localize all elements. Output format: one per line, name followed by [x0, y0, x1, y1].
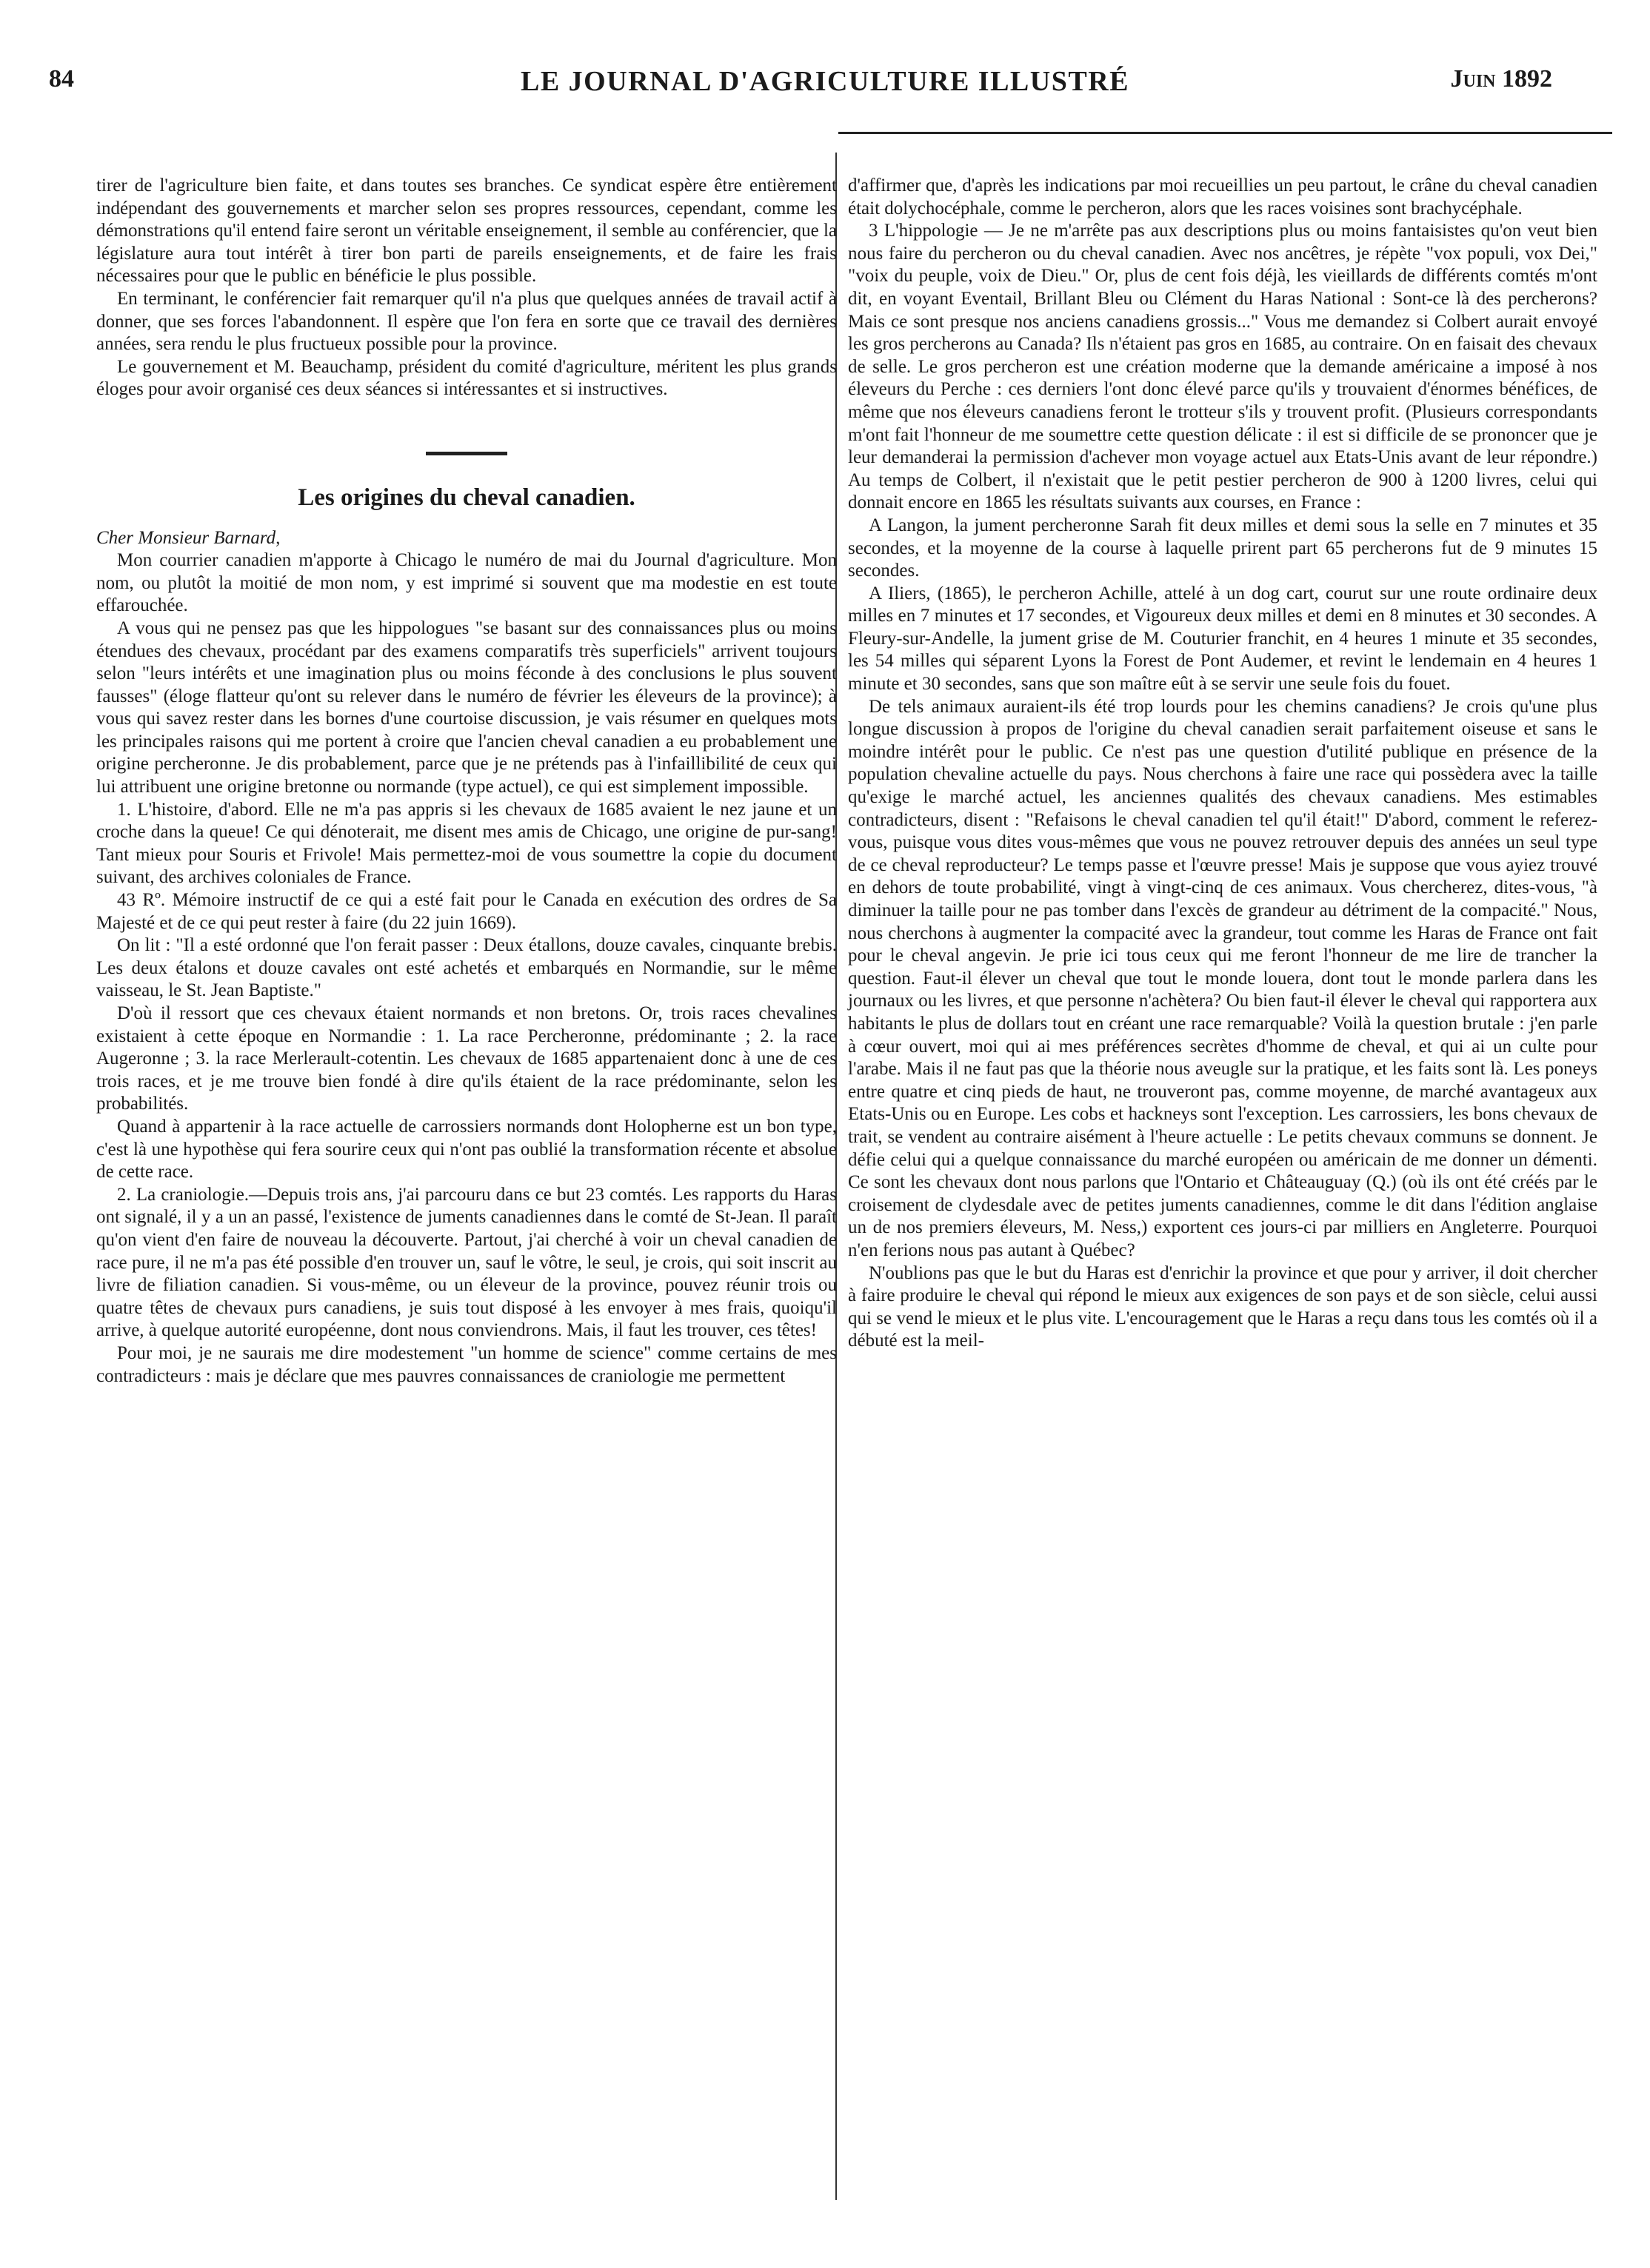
- paragraph: Le gouvernement et M. Beauchamp, président du comité d'agriculture, méritent les plus grands éloges pour avoir organisé ces deux séances si intéressantes et si instructives.: [96, 356, 837, 400]
- paragraph: 2. La craniologie.—Depuis trois ans, j'ai parcouru dans ce but 23 comtés. Les rapports du Haras ont signalé, il y a un an passé, l'existence de juments canadiennes dans le comté de St-Jean. Il paraît qu'on vient d'en faire de nouveau la découverte. Partout, j'ai cherché à voir un cheval canadien de race pure, il ne m'a pas été possible d'en trouver un, sauf le vôtre, le seul, je crois, qui soit inscrit au livre de filiation canadien. Si vous-même, ou un éleveur de la province, pouvez réunir trois ou quatre têtes de chevaux purs canadiens, je suis tout disposé à les envoyer à mes frais, quoiqu'il arrive, à quelque autorité européenne, dont nous conviendrons. Mais, il faut les trouver, ces têtes!: [96, 1184, 837, 1341]
- section-separator: [426, 452, 507, 455]
- issue-date: Juin 1892: [1450, 65, 1552, 93]
- paragraph: d'affirmer que, d'après les indications par moi recueillies un peu partout, le crâne du cheval canadien était dolychocéphale, comme le percheron, alors que les races voisines sont brachycéphale.: [848, 175, 1597, 218]
- right-column: [848, 175, 1597, 1353]
- paragraph: tirer de l'agriculture bien faite, et dans toutes ses branches. Ce syndicat espère être entièrement indépendant des gouvernements et marcher selon ses propres ressources, cependant, comme les démonstrations qu'il entend faire seront un véritable enseignement, il semble au conférencier, que la législature aura tout intérêt à tirer bon parti de pareils enseignements, et de faire les frais nécessaires pour que le public en bénéficie le plus possible.: [96, 175, 837, 287]
- salutation: Cher Monsieur Barnard,: [96, 527, 281, 548]
- journal-title: LE JOURNAL D'AGRICULTURE ILLUSTRÉ: [520, 66, 1129, 97]
- paragraph: De tels animaux auraient-ils été trop lourds pour les chemins canadiens? Je crois qu'une plus longue discussion à propos de l'origine du cheval canadien serait parfaitement oiseuse et sans le moindre intérêt pour le public. Ce n'est pas une question d'utilité publique en présence de la population chevaline actuelle du pays. Nous cherchons à faire une race qui possèdera avec la taille qu'exige le marché actuel, les anciennes qualités des chevaux canadiens. Mes estimables contradicteurs, disent : "Refaisons le cheval canadien tel qu'il était!" D'abord, comment le referez-vous, puisque vous dites vous-mêmes que vous ne pouvez retrouver depuis des années un seul type de ce cheval reproducteur? Le temps passe et l'œuvre presse! Mais je suppose que vous ayiez trouvé en dehors de toute probabilité, vingt à vingt-cinq de ces animaux. Vous chercherez, dites-vous, "à diminuer la taille pour ne pas tomber dans l'excès de grandeur au détriment de la compacité." Nous, nous cherchons à augmenter la compacité avec la grandeur, tout comme les Haras de France ont fait pour le cheval angevin. Je prie ici tous ceux qui me feront l'honneur de me lire de trancher la question. Faut-il élever un cheval que tout le monde louera, dont tout le monde parlera dans les journaux ou les livres, et que personne n'achètera? Ou bien faut-il élever le cheval qui rapportera aux habitants le plus de dollars tout en créant une race remarquable? Voilà la question brutale : j'en parle à cœur ouvert, moi qui ai mes préférences secrètes d'homme de cheval, et qui ai un culte pour l'arabe. Mais il ne faut pas que la théorie nous aveugle sur la pratique, et les faits sont là. Les poneys entre quatre et cinq pieds de haut, ne trouveront pas, comme moyenne, de marché avantageux aux Etats-Unis ou en Europe. Les cobs et hackneys sont l'exception. Les carrossiers, les bons chevaux de trait, se vendent au contraire aisément à l'heure actuelle : Le petits chevaux communs se donnent. Je défie celui qui a quelque connaissance du marché européen ou américain de me donner un démenti. Ce sont les chevaux dont nous parlons que l'Ontario et Châteauguay (Q.) (où ils ont été créés par le croisement de clydesdale avec de petites juments canadiennes, comme le dit dans l'édition anglaise un de nos premiers éleveurs, M. Ness,) exportent ces jours-ci par milliers en Angleterre. Pourquoi n'en ferions nous pas autant à Québec?: [848, 696, 1597, 1260]
- page-header: [0, 65, 1650, 110]
- paragraph: N'oublions pas que le but du Haras est d'enrichir la province et que pour y arriver, il doit chercher à faire produire le cheval qui répond le mieux aux exigences de son pays et de son siècle, celui aussi qui se vend le mieux et le plus vite. L'encouragement que le Haras a reçu dans tous les comtés où il a débuté est la meil-: [848, 1262, 1597, 1351]
- header-rule: [838, 132, 1612, 134]
- paragraph: D'où il ressort que ces chevaux étaient normands et non bretons. Or, trois races chevalines existaient à cette époque en Normandie : 1. La race Percheronne, prédominante ; 2. la race Augeronne ; 3. la race Merlerault-cotentin. Les chevaux de 1685 appartenaient donc à une de ces trois races, et je me trouve bien fondé à dire qu'ils étaient de la race prédominante, selon les probabilités.: [96, 1003, 837, 1114]
- paragraph: Pour moi, je ne saurais me dire modestement "un homme de science" comme certains de mes contradicteurs : mais je déclare que mes pauvres connaissances de craniologie me permettent: [96, 1342, 837, 1386]
- paragraph: 1. L'histoire, d'abord. Elle ne m'a pas appris si les chevaux de 1685 avaient le nez jaune et un croche dans la queue! Ce qui dénoterait, me disent mes amis de Chicago, une origine de pur-sang! Tant mieux pour Souris et Frivole! Mais permettez-moi de vous soumettre la copie du document suivant, des archives coloniales de France.: [96, 799, 837, 888]
- paragraph: A Langon, la jument percheronne Sarah fit deux milles et demi sous la selle en 7 minutes et 35 secondes, et la moyenne de la course à laquelle prirent part 65 percherons fut de 9 minutes 15 secondes.: [848, 515, 1597, 581]
- paragraph: 43 Rº. Mémoire instructif de ce qui a esté fait pour le Canada en exécution des ordres de Sa Majesté et de ce qui peut rester à faire (du 22 juin 1669).: [96, 890, 837, 933]
- paragraph: 3 L'hippologie — Je ne m'arrête pas aux descriptions plus ou moins fantaisistes qu'on veut bien nous faire du percheron ou du cheval canadien. Avec nos ancêtres, je répète "vox populi, vox Dei," "voix du peuple, voix de Dieu." Or, plus de cent fois déjà, les vieillards de différents comtés m'ont dit, en voyant Eventail, Brillant Bleu ou Clément du Haras National : Sont-ce là des percherons? Mais ce sont presque nos anciens canadiens grossis..." Vous me demandez si Colbert aurait envoyé les gros percherons au Canada? Ils n'étaient pas gros en 1685, au contraire. On en faisait des chevaux de selle. Le gros percheron est une création moderne que la demande américaine a imposé à nos éleveurs du Perche : ces derniers l'ont donc élevé parce qu'ils y trouvaient d'énormes bénéfices, de même que nos éleveurs canadiens feront le trotteur s'ils y trouvent profit. (Plusieurs correspondants m'ont fait l'honneur de me soumettre cette question délicate : il est si difficile de se prononcer que je leur demanderai la permission d'achever mon voyage actuel aux Etats-Unis avant de leur répondre.) Au temps de Colbert, il n'existait que le petit pestier percheron de 900 à 1200 livres, celui qui donnait encore en 1865 les résultats suivants aux courses, en France :: [848, 221, 1597, 513]
- page-number: 84: [49, 65, 74, 93]
- paragraph: On lit : "Il a esté ordonné que l'on ferait passer : Deux étallons, douze cavales, cinquante brebis. Les deux étalons et douze cavales ont esté achetés et embarqués en Normandie, sur le même vaisseau, le St. Jean Baptiste.": [96, 935, 837, 1001]
- paragraph: Mon courrier canadien m'apporte à Chicago le numéro de mai du Journal d'agriculture. Mon nom, ou plutôt la moitié de mon nom, y est imprimé si souvent que ma modestie en est toute effarouchée.: [96, 550, 837, 616]
- paragraph: En terminant, le conférencier fait remarquer qu'il n'a plus que quelques années de travail actif à donner, que ses forces l'abandonnent. Il espère que l'on fera en sorte que ce travail des dernières années, sera rendu le plus fructueux possible pour la province.: [96, 288, 837, 355]
- paragraph: Quand à appartenir à la race actuelle de carrossiers normands dont Holopherne est un bon type, c'est là une hypothèse qui fera sourire ceux qui n'ont pas oublié la transformation récente et absolue de cette race.: [96, 1116, 837, 1182]
- paragraph: A vous qui ne pensez pas que les hippologues "se basant sur des connaissances plus ou moins étendues des chevaux, procédant par des examens comparatifs très superficiels" arrivent toujours selon "leurs intérêts et une imagination plus ou moins féconde à des conclusions le plus souvent fausses" (éloge flatteur qu'ont su relever dans le numéro de février les éleveurs de la province); à vous qui savez rester dans les bornes d'une courtoise discussion, je vais résumer en quelques mots les principales raisons qui me portent à croire que l'ancien cheval canadien a eu probablement une origine percheronne. Je dis probablement, parce que je ne prétends pas à l'infaillibilité de ceux qui lui attribuent une origine bretonne ou normande (type actuel), ce qui est simplement impossible.: [96, 618, 837, 797]
- left-column: [96, 175, 837, 1388]
- paragraph: A Iliers, (1865), le percheron Achille, attelé à un dog cart, courut sur une route ordinaire deux milles en 7 minutes et 17 secondes, et Vigoureux deux milles et demi en 8 minutes et 30 secondes. A Fleury-sur-Andelle, la jument grise de M. Couturier franchit, en 4 heures 1 minute et 35 secondes, les 54 milles qui séparent Lyons la Forest de Pont Audemer, et revint le lendemain en 4 heures 1 minute et 30 secondes, sans que son maître eût à se servir une seule fois du fouet.: [848, 583, 1597, 695]
- article-title: Les origines du cheval canadien.: [298, 484, 635, 511]
